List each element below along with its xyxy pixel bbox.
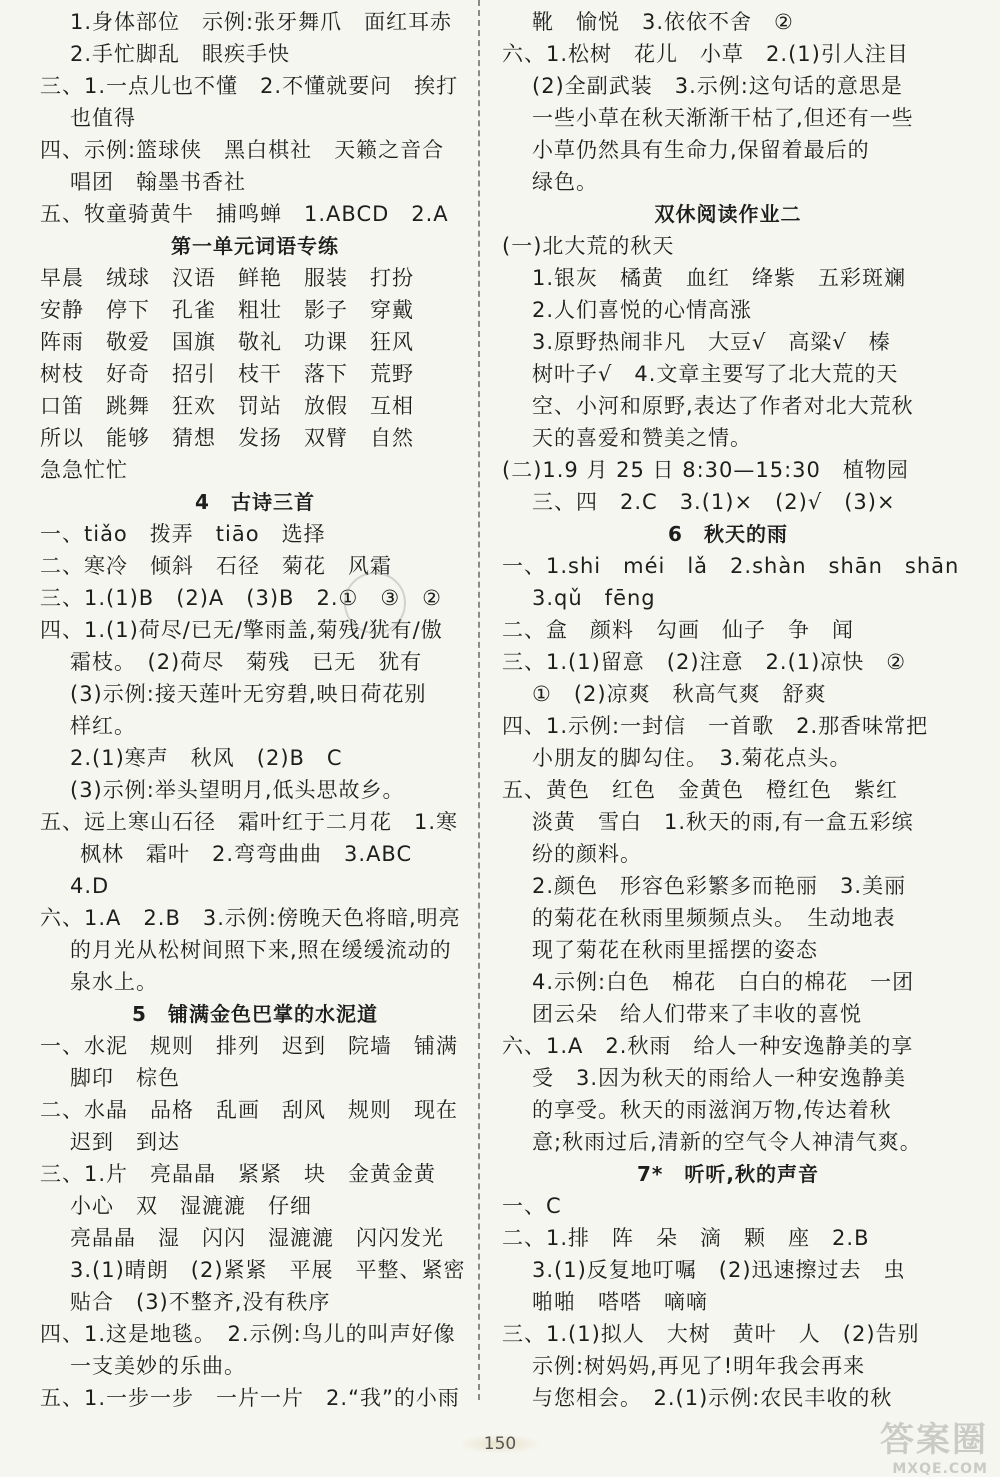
watermark-logo bbox=[880, 1412, 988, 1477]
answer-line: 与您相会。 2.(1)示例:农民丰收的秋 bbox=[532, 1386, 893, 1410]
answer-line: 五、远上寒山石径 霜叶红于二月花 1.寒 bbox=[40, 810, 459, 834]
answer-line: (二)1.9 月 25 日 8:30—15:30 植物园 bbox=[502, 458, 909, 482]
answer-line: 二、1.排 阵 朵 滴 颗 座 2.B bbox=[502, 1226, 870, 1250]
answer-line: 小朋友的脚勾住。 3.菊花点头。 bbox=[532, 746, 852, 770]
answer-line: 4.示例:白色 棉花 白白的棉花 一团 bbox=[532, 970, 915, 994]
answer-line: 空、小河和原野,表达了作者对北大荒秋 bbox=[532, 394, 914, 418]
answer-line: 现了菊花在秋雨里摇摆的姿态 bbox=[532, 938, 818, 962]
section-title: 第一单元词语专练 bbox=[171, 234, 339, 258]
answer-line: 的菊花在秋雨里频频点头。 生动地表 bbox=[532, 906, 896, 930]
answer-line: 三、1.(1)拟人 大树 黄叶 人 (2)告别 bbox=[502, 1322, 920, 1346]
answer-line: 脚印 棕色 bbox=[70, 1066, 180, 1090]
section-title: 双休阅读作业二 bbox=[654, 202, 802, 226]
answer-line: 四、1.示例:一封信 一首歌 2.那香味常把 bbox=[502, 714, 929, 738]
answer-line: 一支美妙的乐曲。 bbox=[70, 1354, 246, 1378]
answer-line: 一些小草在秋天渐渐干枯了,但还有一些 bbox=[532, 106, 914, 130]
answer-line: 阵雨 敬爱 国旗 敬礼 功课 狂风 bbox=[40, 330, 414, 354]
answer-line: 五、1.一步一步 一片一片 2.“我”的小雨 bbox=[40, 1386, 460, 1410]
answer-line: 的享受。秋天的雨滋润万物,传达着秋 bbox=[532, 1098, 892, 1122]
section-title: 4 古诗三首 bbox=[195, 490, 315, 514]
answer-line: 淡黄 雪白 1.秋天的雨,有一盒五彩缤 bbox=[532, 810, 914, 834]
answer-line: (3)示例:举头望明月,低头思故乡。 bbox=[70, 778, 405, 802]
answer-line: 的月光从松树间照下来,照在缓缓流动的 bbox=[70, 938, 452, 962]
answer-line: 唱团 翰墨书香社 bbox=[70, 170, 246, 194]
answer-line: 1.银灰 橘黄 血红 绛紫 五彩斑斓 bbox=[532, 266, 907, 290]
answer-line: 小心 双 湿漉漉 仔细 bbox=[70, 1194, 312, 1218]
answer-line: 亮晶晶 湿 闪闪 湿漉漉 闪闪发光 bbox=[70, 1226, 444, 1250]
answer-line: 树枝 好奇 招引 枝干 落下 荒野 bbox=[40, 362, 414, 386]
answer-line: 急急忙忙 bbox=[40, 458, 128, 482]
answer-line: 一、水泥 规则 排列 迟到 院墙 铺满 bbox=[40, 1034, 458, 1058]
answer-line: 三、1.(1)B (2)A (3)B 2.① ③ ② bbox=[40, 586, 442, 610]
answer-line: 四、1.(1)荷尽/已无/擎雨盖,菊残/犹有/傲 bbox=[40, 618, 443, 642]
answer-line: 六、1.A 2.B 3.示例:傍晚天色将暗,明亮 bbox=[40, 906, 461, 930]
answer-line: 一、C bbox=[502, 1194, 562, 1218]
page-number bbox=[0, 1434, 1000, 1454]
answer-line: 三、1.一点儿也不懂 2.不懂就要问 挨打 bbox=[40, 74, 459, 98]
answer-line: 五、牧童骑黄牛 捕鸣蝉 1.ABCD 2.A bbox=[40, 202, 449, 226]
watermark-main: 答案圈 bbox=[880, 1420, 988, 1460]
answer-line: 泉水上。 bbox=[70, 970, 158, 994]
answer-line: 三、1.(1)留意 (2)注意 2.(1)凉快 ② bbox=[502, 650, 907, 674]
answer-line: 也值得 bbox=[70, 106, 136, 130]
section-title: 5 铺满金色巴掌的水泥道 bbox=[132, 1002, 378, 1026]
answer-line: 口笛 跳舞 狂欢 罚站 放假 互相 bbox=[40, 394, 414, 418]
answer-line: 1.身体部位 示例:张牙舞爪 面红耳赤 bbox=[70, 10, 453, 34]
answer-line: 小草仍然具有生命力,保留着最后的 bbox=[532, 138, 870, 162]
answer-line: (2)全副武装 3.示例:这句话的意思是 bbox=[532, 74, 903, 98]
answer-line: ① (2)凉爽 秋高气爽 舒爽 bbox=[532, 682, 827, 706]
answer-line: 迟到 到达 bbox=[70, 1130, 180, 1154]
answer-line: 所以 能够 猜想 发扬 双臂 自然 bbox=[40, 426, 414, 450]
answer-line: 二、寒冷 倾斜 石径 菊花 风霜 bbox=[40, 554, 392, 578]
answer-line: 纷的颜料。 bbox=[532, 842, 642, 866]
answer-line: 安静 停下 孔雀 粗壮 影子 穿戴 bbox=[40, 298, 414, 322]
answer-line: 样红。 bbox=[70, 714, 136, 738]
page-number-label: 150 bbox=[458, 1434, 542, 1454]
answer-line: 五、黄色 红色 金黄色 橙红色 紫红 bbox=[502, 778, 898, 802]
answer-line: 2.颜色 形容色彩繁多而艳丽 3.美丽 bbox=[532, 874, 907, 898]
answer-line: 团云朵 给人们带来了丰收的喜悦 bbox=[532, 1002, 862, 1026]
answer-line: 四、1.这是地毯。 2.示例:鸟儿的叫声好像 bbox=[40, 1322, 456, 1346]
answer-line: 2.手忙脚乱 眼疾手快 bbox=[70, 42, 291, 66]
answer-line: 早晨 绒球 汉语 鲜艳 服装 打扮 bbox=[40, 266, 414, 290]
section-title: 6 秋天的雨 bbox=[668, 522, 788, 546]
answer-line: 一、1.shi méi lǎ 2.shàn shān shān bbox=[502, 554, 960, 578]
section-title: 7* 听听,秋的声音 bbox=[637, 1162, 819, 1186]
answer-line: 六、1.松树 花儿 小草 2.(1)引人注目 bbox=[502, 42, 909, 66]
answer-line: 意;秋雨过后,清新的空气令人神清气爽。 bbox=[532, 1130, 922, 1154]
answer-line: 受 3.因为秋天的雨给人一种安逸静美 bbox=[532, 1066, 907, 1090]
answer-line: (3)示例:接天莲叶无穷碧,映日荷花别 bbox=[70, 682, 427, 706]
answer-line: 3.(1)晴朗 (2)紧紧 平展 平整、紧密 bbox=[70, 1258, 466, 1282]
answer-line: 4.D bbox=[70, 874, 110, 898]
answer-line: 示例:树妈妈,再见了!明年我会再来 bbox=[532, 1354, 866, 1378]
answer-line: 六、1.A 2.秋雨 给人一种安逸静美的享 bbox=[502, 1034, 914, 1058]
answer-line: 枫林 霜叶 2.弯弯曲曲 3.ABC bbox=[80, 842, 413, 866]
answer-line: 四、示例:篮球侠 黑白棋社 天籁之音合 bbox=[40, 138, 445, 162]
answer-line: 3.(1)反复地叮嘱 (2)迅速擦过去 虫 bbox=[532, 1258, 906, 1282]
watermark-sub: MXQE.COM bbox=[892, 1461, 988, 1477]
answer-line: 2.(1)寒声 秋风 (2)B C bbox=[70, 746, 343, 770]
answer-line: 天的喜爱和赞美之情。 bbox=[532, 426, 752, 450]
answer-line: 霜枝。 (2)荷尽 菊残 已无 犹有 bbox=[70, 650, 423, 674]
answer-line: 二、水晶 品格 乱画 刮风 规则 现在 bbox=[40, 1098, 458, 1122]
answer-line: 一、tiǎo 拨弄 tiāo 选择 bbox=[40, 522, 326, 546]
answer-line: 三、四 2.C 3.(1)× (2)√ (3)× bbox=[532, 490, 896, 514]
column-divider bbox=[478, 0, 480, 1400]
left-column bbox=[40, 6, 470, 1414]
answer-line: 三、1.片 亮晶晶 紧紧 块 金黄金黄 bbox=[40, 1162, 437, 1186]
answer-line: 树叶子√ 4.文章主要写了北大荒的天 bbox=[532, 362, 899, 386]
answer-line: (一)北大荒的秋天 bbox=[502, 234, 675, 258]
answer-line: 啪啪 嗒嗒 嘀嘀 bbox=[532, 1290, 708, 1314]
answer-line: 3.qǔ fēng bbox=[532, 586, 656, 610]
answer-line: 2.人们喜悦的心情高涨 bbox=[532, 298, 753, 322]
right-column bbox=[502, 6, 960, 1414]
answer-line: 二、盒 颜料 勾画 仙子 争 闻 bbox=[502, 618, 854, 642]
answer-line: 3.原野热闹非凡 大豆√ 高粱√ 榛 bbox=[532, 330, 891, 354]
answer-line: 绿色。 bbox=[532, 170, 598, 194]
answer-line: 贴合 (3)不整齐,没有秩序 bbox=[70, 1290, 331, 1314]
answer-line: 靴 愉悦 3.依依不舍 ② bbox=[532, 10, 794, 34]
faint-stamp-mark bbox=[344, 572, 406, 634]
